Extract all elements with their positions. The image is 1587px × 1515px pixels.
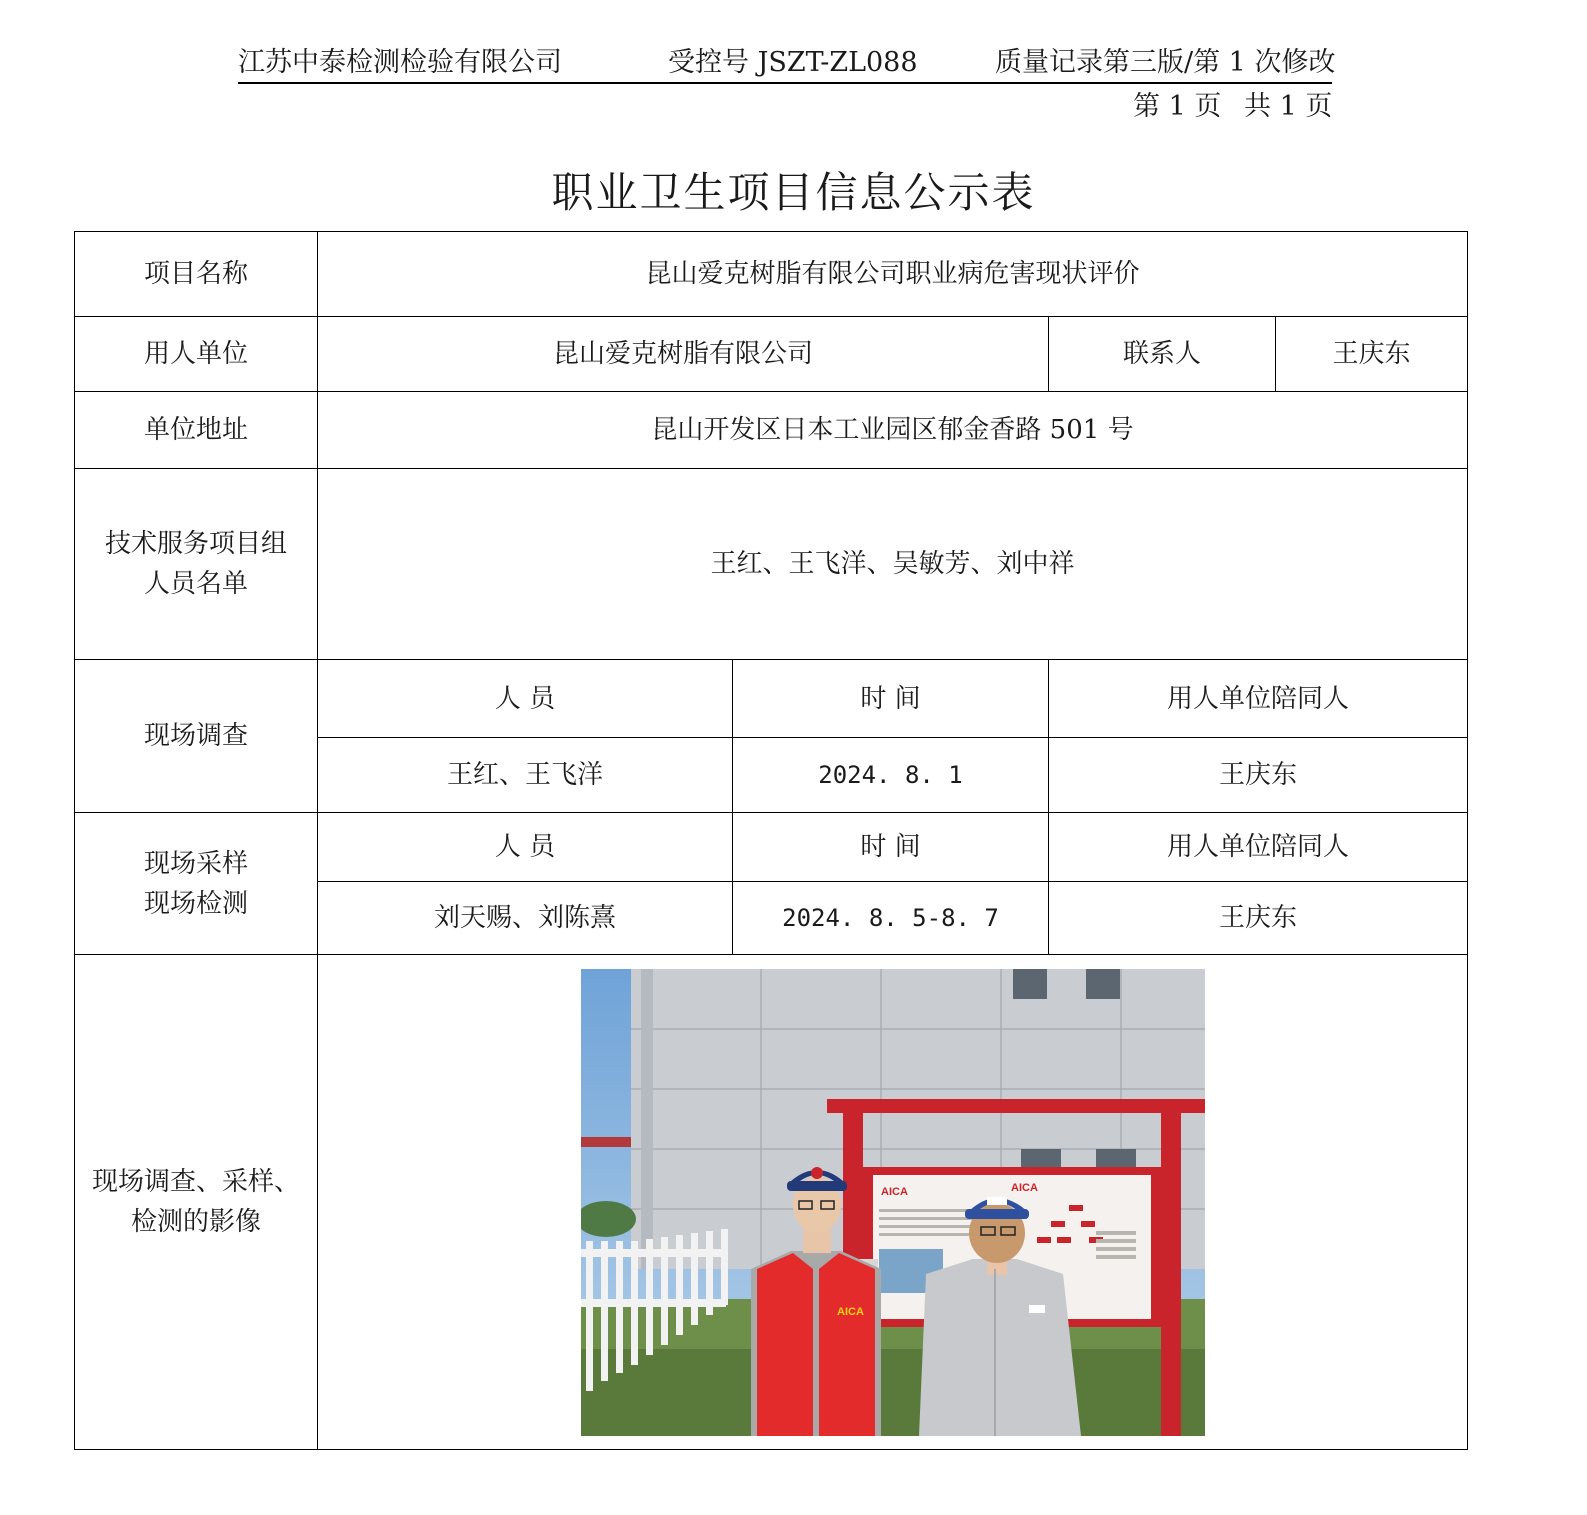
project-name-value: 昆山爱克树脂有限公司职业病危害现状评价	[318, 232, 1468, 317]
row-sampling-header	[75, 813, 1468, 882]
page-title: 职业卫生项目信息公示表	[551, 168, 1036, 217]
page-number: 第 1 页	[1133, 91, 1222, 122]
row-address	[75, 392, 1468, 469]
row-photo	[75, 955, 1468, 1450]
contact-value: 王庆东	[1276, 317, 1468, 392]
team-label	[75, 469, 318, 660]
sampling-label	[75, 813, 318, 955]
sampling-people: 刘天赐、刘陈熹	[318, 882, 733, 955]
sampling-col-escort: 用人单位陪同人	[1049, 813, 1468, 882]
employer-label: 用人单位	[75, 317, 318, 392]
team-members: 王红、王飞洋、吴敏芳、刘中祥	[318, 469, 1468, 660]
employer-value: 昆山爱克树脂有限公司	[318, 317, 1049, 392]
sampling-label-line1: 现场采样	[143, 848, 248, 879]
sampling-time: 2024. 8. 5-8. 7	[733, 882, 1049, 955]
company-name: 江苏中泰检测检验有限公司	[238, 47, 562, 78]
row-survey-header	[75, 660, 1468, 738]
survey-col-escort: 用人单位陪同人	[1049, 660, 1468, 738]
photo-cell	[318, 955, 1468, 1450]
address-value: 昆山开发区日本工业园区郁金香路 501 号	[318, 392, 1468, 469]
vest-logo: AICA	[836, 1305, 864, 1318]
row-team	[75, 469, 1468, 660]
sampling-col-time: 时 间	[733, 813, 1049, 882]
survey-escort: 王庆东	[1049, 738, 1468, 813]
row-project-name	[75, 232, 1468, 317]
survey-col-time: 时 间	[733, 660, 1049, 738]
sampling-escort: 王庆东	[1049, 882, 1468, 955]
team-label-line1: 技术服务项目组	[104, 529, 287, 559]
sampling-label-line2: 现场检测	[143, 888, 248, 919]
sampling-col-people: 人 员	[318, 813, 733, 882]
control-number: 受控号 JSZT-ZL088	[668, 47, 918, 78]
page-total: 共 1 页	[1244, 91, 1333, 122]
survey-col-people: 人 员	[318, 660, 733, 738]
edition-note: 质量记录第三版/第 1 次修改	[995, 47, 1336, 78]
address-label: 单位地址	[75, 392, 318, 469]
board-logo-right: AICA	[1010, 1181, 1038, 1194]
site-photo	[581, 969, 1205, 1436]
project-name-label: 项目名称	[75, 232, 318, 317]
project-info-table	[74, 231, 1468, 1450]
photo-label	[75, 955, 318, 1450]
contact-label: 联系人	[1049, 317, 1276, 392]
survey-label: 现场调查	[75, 660, 318, 813]
photo-label-line1: 现场调查、采样、	[91, 1167, 300, 1197]
team-label-line2: 人员名单	[143, 569, 248, 599]
survey-people: 王红、王飞洋	[318, 738, 733, 813]
row-employer	[75, 317, 1468, 392]
photo-label-line2: 检测的影像	[130, 1207, 261, 1237]
survey-time: 2024. 8. 1	[733, 738, 1049, 813]
board-logo-left: AICA	[880, 1185, 908, 1198]
